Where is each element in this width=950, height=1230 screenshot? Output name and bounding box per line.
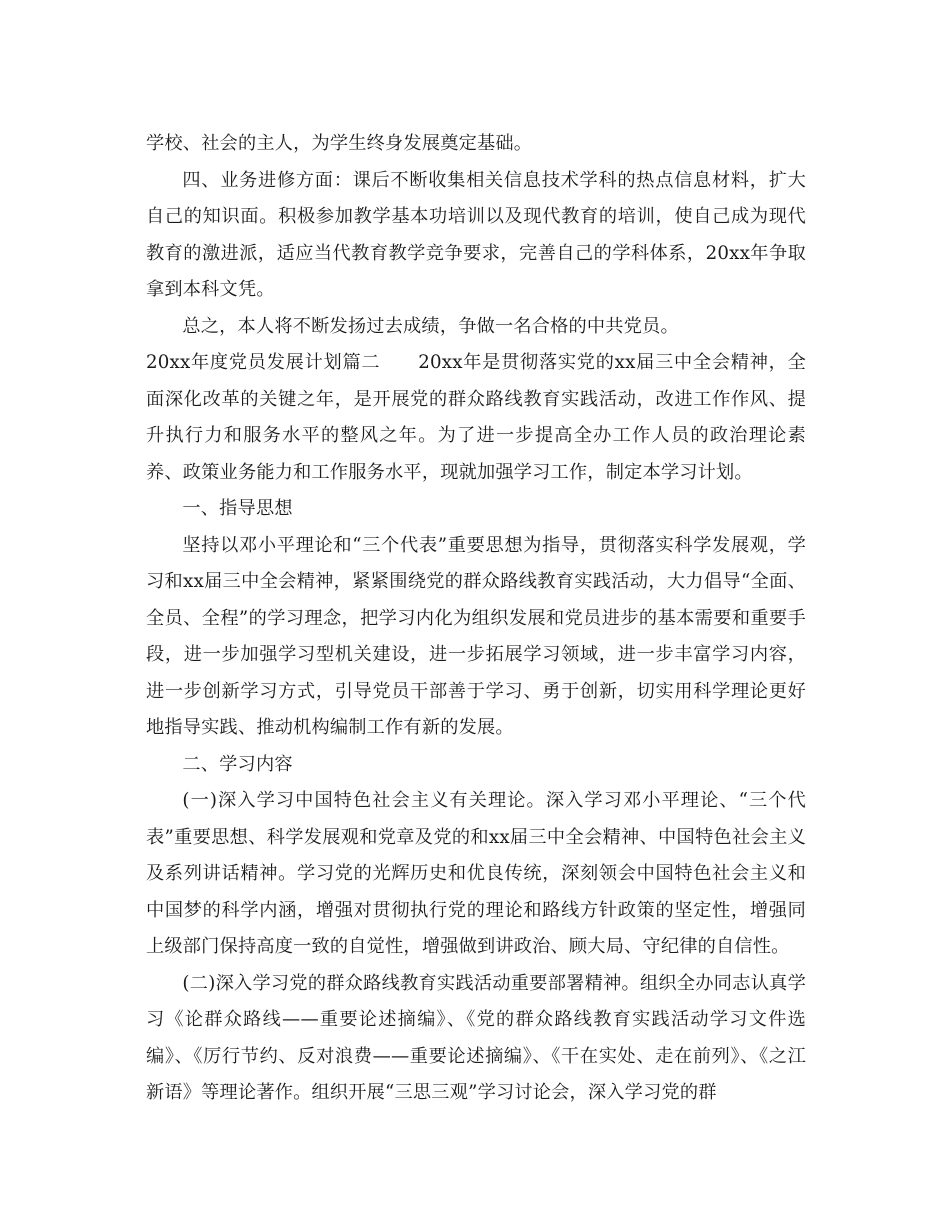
section-heading-guiding-thought: 一、指导思想 [182,498,293,519]
paragraph-business-study: 四、业务进修方面：课后不断收集相关信息技术学科的热点信息材料，扩大自己的知识面。积极参加教学基本功培训以及现代教育的培训，使自己成为现代教育的激进派，适应当代教育教学竞争要求，完善自己的学科体系，20xx年争取拿到本科文凭。 [146,169,806,300]
paragraph-study-item-2: (二)深入学习党的群众路线教育实践活动重要部署精神。组织全办同志认真学习《论群众路线——重要论述摘编》、《党的群众路线教育实践活动学习文件选编》、《厉行节约、反对浪费——重要论述摘编》、《干在实处、走在前列》、《之江新语》等理论著作。组织开展“三思三观”学习讨论会，深入学习党的群 [146,972,806,1103]
paragraph-conclusion: 总之，本人将不断发扬过去成绩，争做一名合格的中共党员。 [182,315,679,337]
document-body [146,126,806,1112]
paragraph-study-item-1: (一)深入学习中国特色社会主义有关理论。深入学习邓小平理论、“三个代表”重要思想、科学发展观和党章及党的和xx届三中全会精神、中国特色社会主义及系列讲话精神。学习党的光辉历史和优良传统，深刻领会中国特色社会主义和中国梦的科学内涵，增强对贯彻执行党的理论和路线方针政策的坚定性，增强同上级部门保持高度一致的自觉性，增强做到讲政治、顾大局、守纪律的自信性。 [146,790,806,957]
paragraph-guiding-thought: 坚持以邓小平理论和“三个代表”重要思想为指导，贯彻落实科学发展观，学习和xx届三中全会精神，紧紧围绕党的群众路线教育实践活动，大力倡导“全面、全员、全程”的学习理念，把学习内化为组织发展和党员进步的基本需要和重要手段，进一步加强学习型机关建设，进一步拓展学习领域，进一步丰富学习内容，进一步创新学习方式，引导党员干部善于学习、勇于创新，切实用科学理论更好地指导实践、推动机构编制工作有新的发展。 [146,534,806,738]
section-heading-study-content: 二、学习内容 [182,753,293,775]
paragraph-plan-intro: 20xx年度党员发展计划篇二 20xx年是贯彻落实党的xx届三中全会精神，全面深化改革的关键之年，是开展党的群众路线教育实践活动，改进工作作风、提升执行力和服务水平的整风之年。为了进一步提高全办工作人员的政治理论素养、政策业务能力和工作服务水平，现就加强学习工作，制定本学习计划。 [146,352,806,483]
paragraph-continuation: 学校、社会的主人，为学生终身发展奠定基础。 [146,133,533,154]
